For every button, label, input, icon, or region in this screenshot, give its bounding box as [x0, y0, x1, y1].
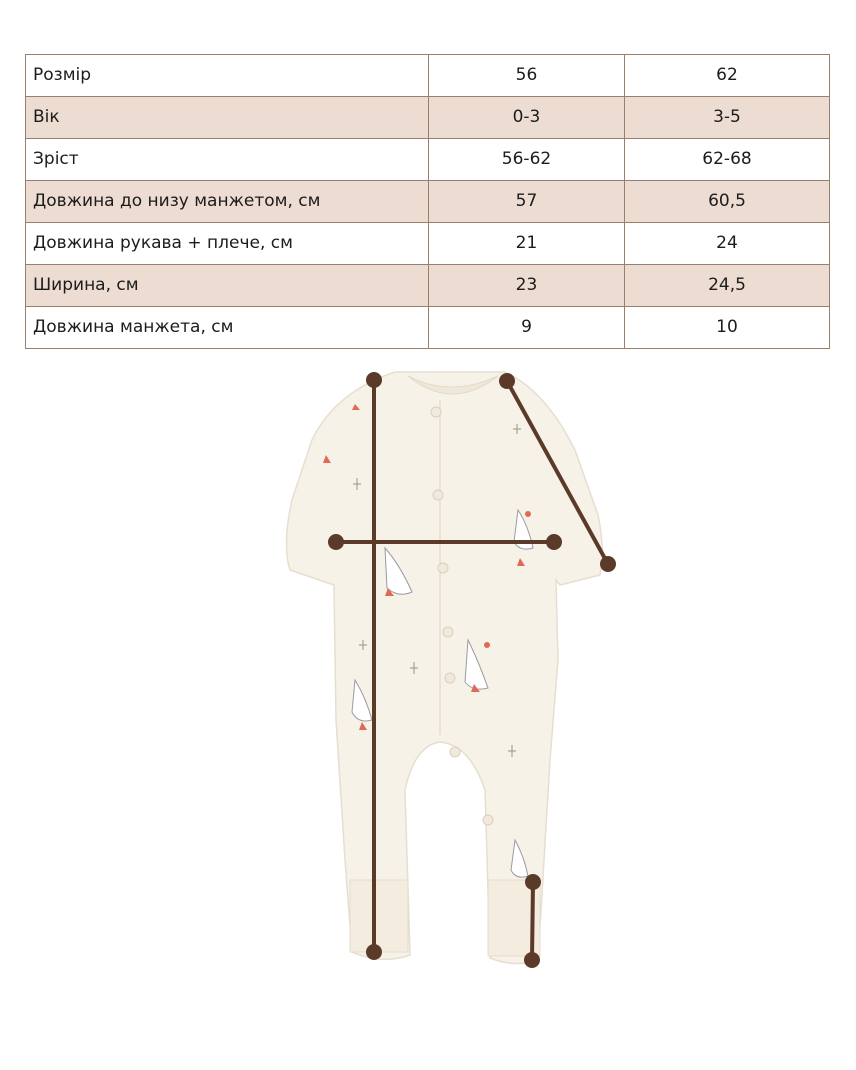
value-size-62: 60,5: [625, 181, 830, 223]
sleepsuit-measurement-diagram: [0, 355, 856, 995]
value-size-56: 9: [429, 307, 625, 349]
row-label: Зріст: [26, 139, 429, 181]
table-row-age: [26, 97, 830, 139]
row-label: Довжина рукава + плече, см: [26, 223, 429, 265]
value-size-62: 62-68: [625, 139, 830, 181]
table-row-sleeve-length: [26, 223, 830, 265]
value-size-56: 0-3: [429, 97, 625, 139]
value-size-56: 57: [429, 181, 625, 223]
value-size-56: 23: [429, 265, 625, 307]
value-size-62: 24,5: [625, 265, 830, 307]
value-size-56: 21: [429, 223, 625, 265]
value-size-62: 3-5: [625, 97, 830, 139]
row-label: Розмір: [26, 55, 429, 97]
table-row-width: [26, 265, 830, 307]
value-size-62: 10: [625, 307, 830, 349]
size-table-body: [26, 55, 830, 349]
value-size-62: 62: [625, 55, 830, 97]
table-row-height: [26, 139, 830, 181]
row-label: Довжина манжета, см: [26, 307, 429, 349]
baby-sleepsuit-illustration: [286, 372, 602, 964]
value-size-62: 24: [625, 223, 830, 265]
table-row-total-length: [26, 181, 830, 223]
row-label: Довжина до низу манжетом, см: [26, 181, 429, 223]
row-label: Ширина, см: [26, 265, 429, 307]
value-size-56: 56: [429, 55, 625, 97]
row-label: Вік: [26, 97, 429, 139]
cuff-length-line: [532, 882, 533, 960]
value-size-56: 56-62: [429, 139, 625, 181]
table-row-size: [26, 55, 830, 97]
size-table: [25, 54, 830, 349]
table-row-cuff-length: [26, 307, 830, 349]
